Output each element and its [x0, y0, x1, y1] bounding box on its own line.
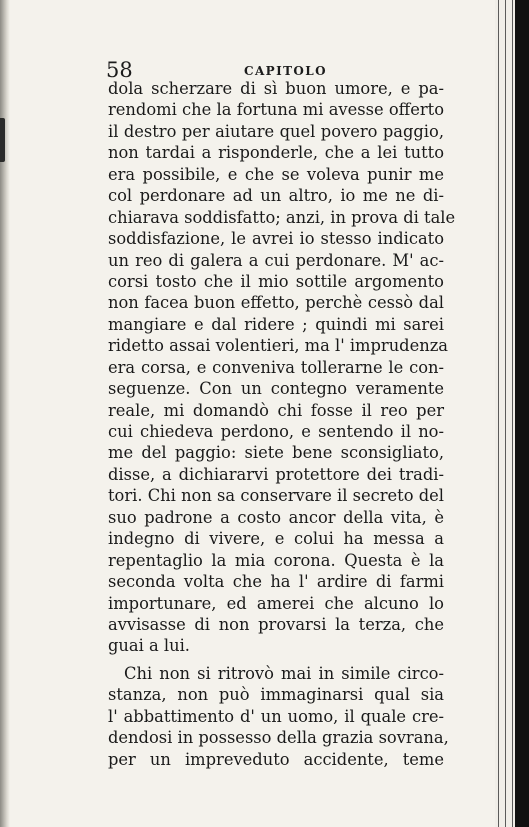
page-edge-dark — [515, 0, 529, 827]
paragraph — [108, 663, 449, 770]
text-line: non facea buon effetto, perchè cessò dal — [108, 293, 444, 313]
text-line: dendosi in possesso della grazia sovrana, — [108, 728, 449, 748]
text-line: guai a lui. — [108, 636, 190, 656]
text-line: col perdonare ad un altro, io me ne di- — [108, 186, 444, 206]
text-line: mangiare e dal ridere ; quindi mi sarei — [108, 314, 444, 334]
text-line: repentaglio la mia corona. Questa è la — [108, 550, 444, 570]
text-line: suo padrone a costo ancor della vita, è — [108, 507, 444, 527]
text-line: ridetto assai volentieri, ma l' imprudenza — [108, 336, 449, 356]
text-line: era corsa, e conveniva tollerarne le con- — [108, 357, 444, 377]
text-line: cui chiedeva perdono, e sentendo il no- — [108, 422, 444, 441]
running-head: CAPITOLO — [244, 64, 327, 78]
text-line: indegno di vivere, e colui ha messa a — [108, 529, 444, 549]
text-line: tori. Chi non sa conservare il secreto del — [108, 486, 444, 506]
text-line: seguenze. Con un contegno veramente — [108, 379, 444, 399]
binding-mark — [0, 118, 5, 162]
text-line: rendomi che la fortuna mi avesse offerto — [108, 100, 444, 120]
text-line: seconda volta che ha l' ardire di farmi — [108, 572, 444, 592]
text-line: me del paggio: siete bene sconsigliato, — [108, 443, 444, 463]
paragraph — [108, 78, 456, 657]
text-line: chiarava soddisfatto; anzi, in prova di tale — [108, 207, 456, 227]
text-line: soddisfazione, le avrei io stesso indicato — [108, 229, 444, 249]
text-line: reale, mi domandò chi fosse il reo per — [108, 400, 444, 420]
text-line: dola scherzare di sì buon umore, e pa- — [108, 79, 444, 98]
body-text — [108, 78, 456, 770]
text-line: non tardai a risponderle, che a lei tutto — [108, 143, 444, 163]
text-line: disse, a dichiararvi protettore dei tradi- — [108, 464, 444, 484]
text-line: corsi tosto che il mio sottile argomento — [108, 271, 444, 291]
text-line: il destro per aiutare quel povero paggio, — [108, 121, 444, 141]
text-line: un reo di galera a cui perdonare. M' ac- — [108, 250, 444, 270]
page-number: 58 — [106, 58, 133, 82]
text-line: avvisasse di non provarsi la terza, che — [108, 614, 444, 634]
text-line: stanza, non può immaginarsi qual sia — [108, 685, 444, 705]
text-line: l' abbattimento d' un uomo, il quale cre- — [108, 706, 444, 726]
text-line: importunare, ed amerei che alcuno lo — [108, 593, 444, 613]
text-line: Chi non si ritrovò mai in simile circo- — [124, 663, 444, 683]
text-line: per un impreveduto accidente, teme — [108, 749, 444, 769]
text-line: era possibile, e che se voleva punir me — [108, 164, 444, 184]
